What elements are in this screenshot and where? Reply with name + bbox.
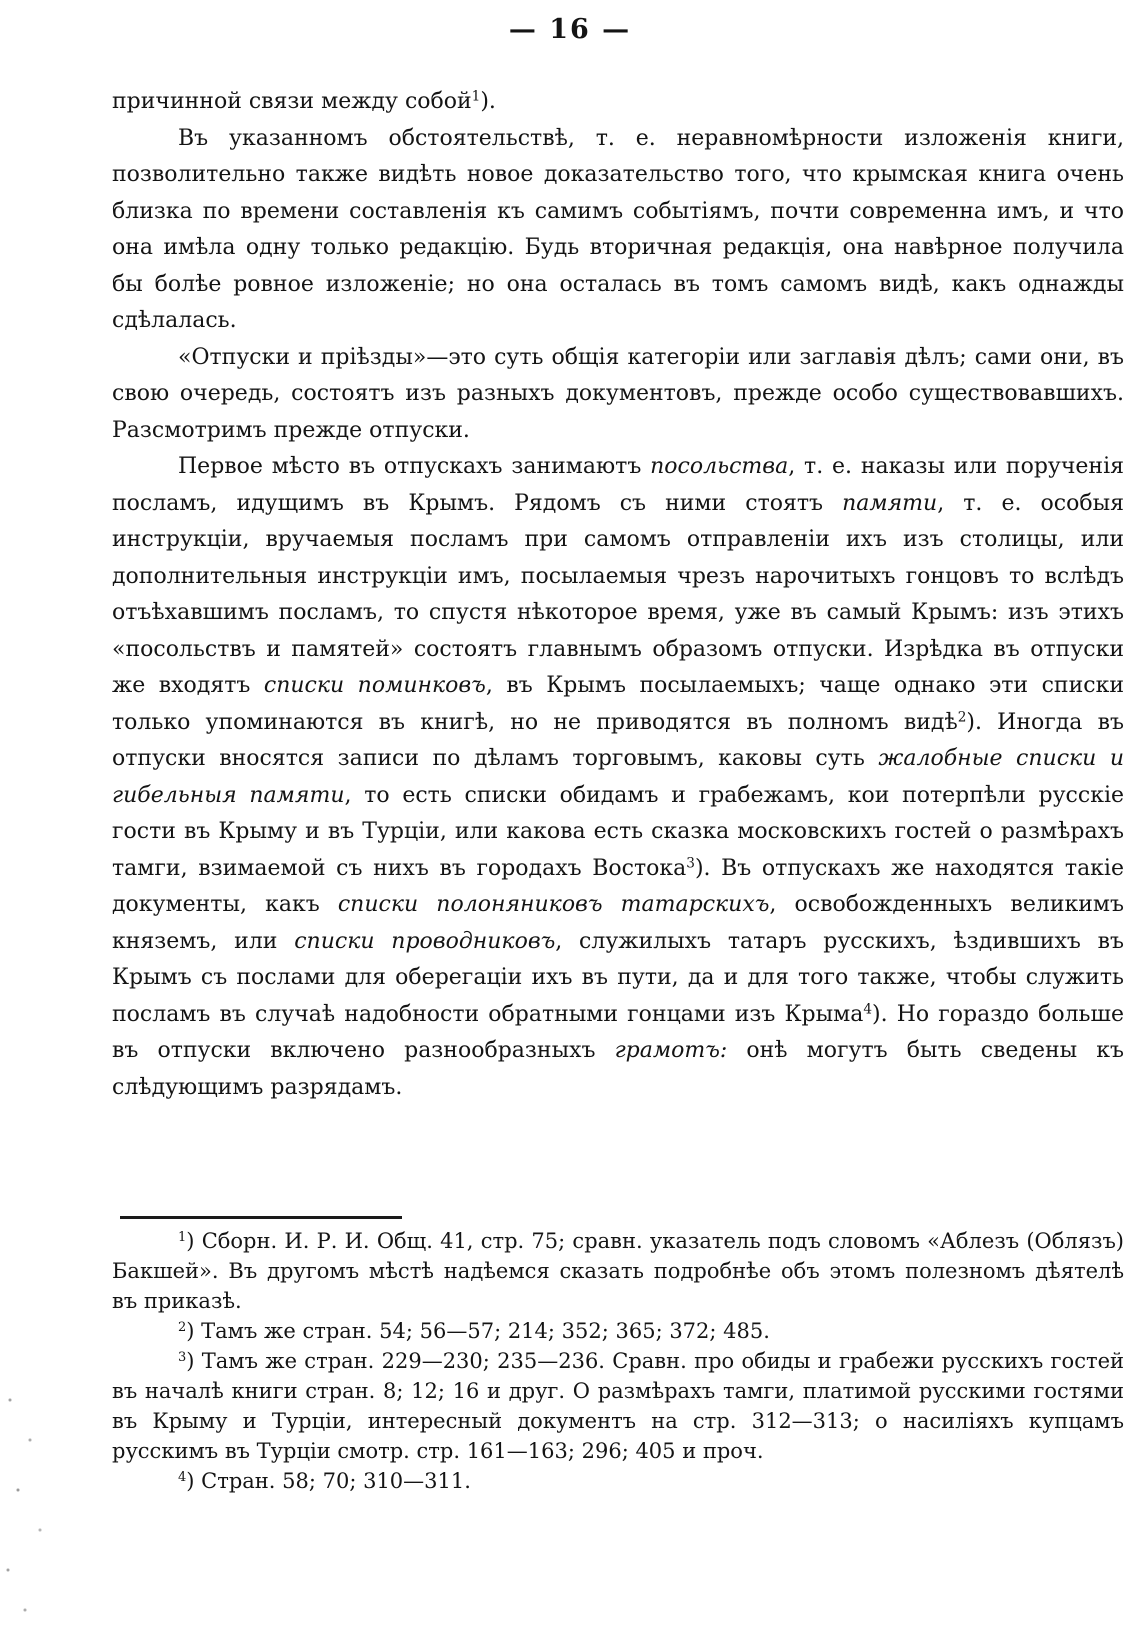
footnote-marker: 2 xyxy=(957,709,967,725)
text-run: «Отпуски и пріѣзды»—это суть общія категоріи или заглавія дѣлъ; сами они, въ свою очередь, состоятъ изъ разныхъ документовъ, прежде особо существовавшихъ. Разсмотримъ прежде отпуски. xyxy=(112,344,1124,443)
footnote-divider xyxy=(120,1216,402,1219)
text-run: ). Но гораздо больше въ отпуски включено разнообразныхъ xyxy=(112,1001,1124,1063)
footnotes xyxy=(112,1226,1124,1496)
text-run: , въ Крымъ посылаемыхъ; чаще однако эти списки только упоминаются въ книгѣ, но не приводятся въ полномъ видѣ xyxy=(112,673,1124,735)
text-run: онѣ могутъ быть сведены къ слѣдующимъ разрядамъ. xyxy=(112,1038,1124,1100)
paragraph xyxy=(112,84,1124,121)
text-run: ) Стран. 58; 70; 310—311. xyxy=(186,1469,471,1493)
italic-term: жалобные списки и гибельныя памяти xyxy=(112,746,1124,808)
text-run: ) Сборн. И. Р. И. Общ. 41, стр. 75; сравн. указатель подъ словомъ «Аблезъ (Облязъ) Бакшей». Въ другомъ мѣстѣ надѣемся сказать подробнѣе объ этомъ полезномъ дѣятелѣ въ приказѣ. xyxy=(112,1229,1124,1313)
italic-term: списки проводниковъ xyxy=(294,928,556,954)
footnote-marker: 1 xyxy=(178,1229,187,1245)
italic-term: грамотъ: xyxy=(614,1038,728,1063)
text-run: Первое мѣсто въ отпускахъ занимаютъ xyxy=(178,454,651,479)
paragraph xyxy=(112,121,1124,340)
italic-term: памяти xyxy=(842,490,938,516)
page-number: — 16 — xyxy=(508,14,632,45)
text-run: , то есть списки обидамъ и грабежамъ, кои потерпѣли русскіе гости въ Крыму и въ Турціи, или какова есть сказка московскихъ гостей о размѣрахъ тамги, взимаемой съ нихъ въ городахъ Востока xyxy=(112,782,1124,881)
italic-term: посольства xyxy=(650,454,789,479)
footnote xyxy=(112,1466,1124,1496)
text-run: , т. е. наказы или порученія посламъ, идущимъ въ Крымъ. Рядомъ съ ними стоятъ xyxy=(112,454,1125,516)
text-run: ). xyxy=(480,89,496,114)
text-run: ). Иногда въ отпуски вносятся записи по дѣламъ торговымъ, каковы суть xyxy=(112,709,1124,771)
footnote-marker: 4 xyxy=(863,1001,873,1017)
footnote-marker: 2 xyxy=(178,1319,187,1335)
text-run: ) Тамъ же стран. 54; 56—57; 214; 352; 365; 372; 485. xyxy=(186,1319,770,1343)
italic-term: списки полоняниковъ татарскихъ xyxy=(337,892,770,917)
text-run: , освобожденныхъ великимъ княземъ, или xyxy=(112,892,1125,954)
text-run: , служилыхъ татаръ русскихъ, ѣздившихъ въ Крымъ съ послами для оберегаціи ихъ въ пути, да и для того также, чтобы служить посламъ въ случаѣ надобности обратными гонцами изъ Крыма xyxy=(112,928,1124,1027)
footnote-marker: 3 xyxy=(686,855,695,871)
text-run: причинной связи между собой xyxy=(112,89,472,114)
footnote xyxy=(112,1346,1124,1466)
main-text xyxy=(112,84,1124,1106)
text-run: ). Въ отпускахъ же находятся такіе документы, какъ xyxy=(112,855,1124,917)
footnote xyxy=(112,1316,1124,1346)
footnote-marker: 1 xyxy=(471,88,481,105)
text-run: ) Тамъ же стран. 229—230; 235—236. Сравн. про обиды и грабежи русскихъ гостей въ началѣ книги стран. 8; 12; 16 и друг. О размѣрахъ тамги, платимой русскими гостями въ Крыму и Турціи, интересный документъ на стр. 312—313; о насиліяхъ купцамъ русскимъ въ Турціи смотр. стр. 161—163; 296; 405 и проч. xyxy=(112,1349,1124,1463)
text-run: , т. е. особыя инструкціи, вручаемыя посламъ при самомъ отправленіи ихъ изъ столицы, или дополнительныя инструкціи имъ, посылаемыя чрезъ нарочитыхъ гонцовъ то вслѣдъ отъѣхавшимъ посламъ, то спустя нѣкоторое время, уже въ самый Крымъ: изъ этихъ «посольствъ и памятей» состоятъ главнымъ образомъ отпуски. Изрѣдка въ отпуски же входятъ xyxy=(112,490,1124,698)
footnote-marker: 4 xyxy=(178,1469,187,1485)
scan-speckle xyxy=(0,1380,60,1625)
text-run: Въ указанномъ обстоятельствѣ, т. е. неравномѣрности изложенія книги, позволительно также видѣть новое доказательство того, что крымская книга очень близка по времени составленія къ самимъ событіямъ, почти современна имъ, и что она имѣла одну только редакцію. Будь вторичная редакція, она навѣрное получила бы болѣе ровное изложеніе; но она осталась въ томъ самомъ видѣ, какъ однажды сдѣлалась. xyxy=(112,125,1124,333)
footnote xyxy=(112,1226,1124,1316)
footnote-marker: 3 xyxy=(178,1349,187,1365)
paragraph xyxy=(112,449,1124,1106)
paragraph xyxy=(112,340,1124,450)
italic-term: списки поминковъ xyxy=(263,673,486,698)
